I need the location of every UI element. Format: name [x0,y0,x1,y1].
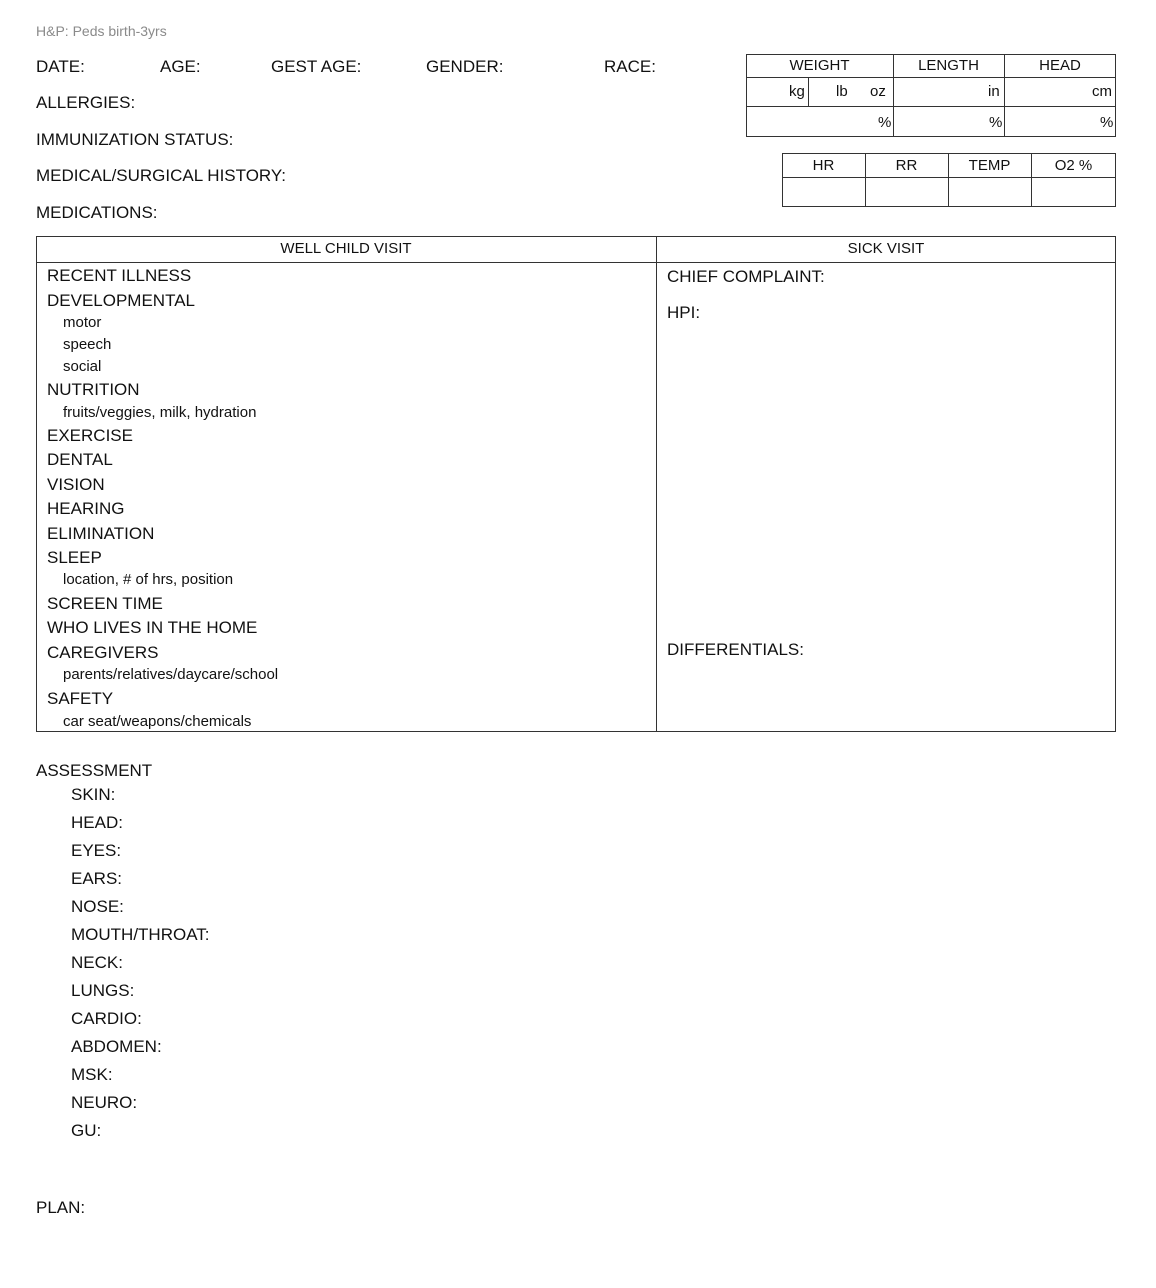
growth-row-divider [746,106,1116,107]
age-label: AGE: [160,57,201,76]
assessment-item: MSK: [71,1065,113,1084]
immunization-label: IMMUNIZATION STATUS: [36,130,234,149]
visit-header-divider [36,262,1116,263]
assessment-title: ASSESSMENT [36,761,153,780]
well-child-subitem: social [63,358,102,375]
head-header: HEAD [1039,57,1081,74]
assessment-item: EARS: [71,869,123,888]
o2-header: O2 % [1054,157,1093,174]
well-child-item: DENTAL [47,450,113,469]
well-child-subitem: motor [63,314,102,331]
rr-header: RR [895,157,918,174]
document-title: H&P: Peds birth-3yrs [36,23,167,39]
date-label: DATE: [36,57,85,76]
well-child-item: SLEEP [47,548,102,567]
well-child-item: DEVELOPMENTAL [47,291,196,310]
differentials-label: DIFFERENTIALS: [667,640,804,659]
growth-unit-divider [808,77,809,106]
lb-unit: lb [836,83,848,100]
race-label: RACE: [604,57,656,76]
kg-unit: kg [789,83,805,100]
assessment-item: NECK: [71,953,123,972]
weight-percentile: % [878,114,892,131]
weight-header: WEIGHT [789,57,850,74]
visit-col-divider [656,236,657,732]
plan-label: PLAN: [36,1198,86,1217]
assessment-item: ABDOMEN: [71,1037,162,1056]
growth-row-divider [746,77,1116,78]
head-percentile: % [1100,114,1114,131]
well-child-item: SCREEN TIME [47,594,163,613]
in-unit: in [988,83,1000,100]
well-child-subitem: fruits/veggies, milk, hydration [63,404,257,421]
length-header: LENGTH [918,57,979,74]
assessment-item: LUNGS: [71,981,135,1000]
assessment-item: NEURO: [71,1093,138,1112]
length-percentile: % [989,114,1003,131]
oz-unit: oz [870,83,886,100]
well-child-item: SAFETY [47,689,114,708]
visit-table-border [36,236,1116,732]
assessment-item: MOUTH/THROAT: [71,925,210,944]
assessment-item: CARDIO: [71,1009,142,1028]
well-child-item: HEARING [47,499,125,518]
well-child-item: ELIMINATION [47,524,155,543]
well-child-item: RECENT ILLNESS [47,266,192,285]
cm-unit: cm [1092,83,1112,100]
well-child-item: WHO LIVES IN THE HOME [47,618,258,637]
assessment-item: EYES: [71,841,122,860]
assessment-item: GU: [71,1121,102,1140]
well-child-header: WELL CHILD VISIT [280,240,412,257]
chief-complaint-label: CHIEF COMPLAINT: [667,267,825,286]
assessment-item: HEAD: [71,813,123,832]
well-child-subitem: car seat/weapons/chemicals [63,713,252,730]
sick-visit-header: SICK VISIT [847,240,925,257]
hr-header: HR [812,157,835,174]
hpi-label: HPI: [667,303,701,322]
gender-label: GENDER: [426,57,504,76]
assessment-item: SKIN: [71,785,116,804]
allergies-label: ALLERGIES: [36,93,136,112]
well-child-subitem: parents/relatives/daycare/school [63,666,279,683]
history-label: MEDICAL/SURGICAL HISTORY: [36,166,287,185]
assessment-item: NOSE: [71,897,124,916]
well-child-item: NUTRITION [47,380,140,399]
gest-age-label: GEST AGE: [271,57,362,76]
well-child-subitem: location, # of hrs, position [63,571,234,588]
medications-label: MEDICATIONS: [36,203,158,222]
vitals-row-divider [782,177,1116,178]
well-child-item: EXERCISE [47,426,133,445]
well-child-subitem: speech [63,336,112,353]
temp-header: TEMP [968,157,1011,174]
well-child-item: VISION [47,475,105,494]
well-child-item: CAREGIVERS [47,643,159,662]
